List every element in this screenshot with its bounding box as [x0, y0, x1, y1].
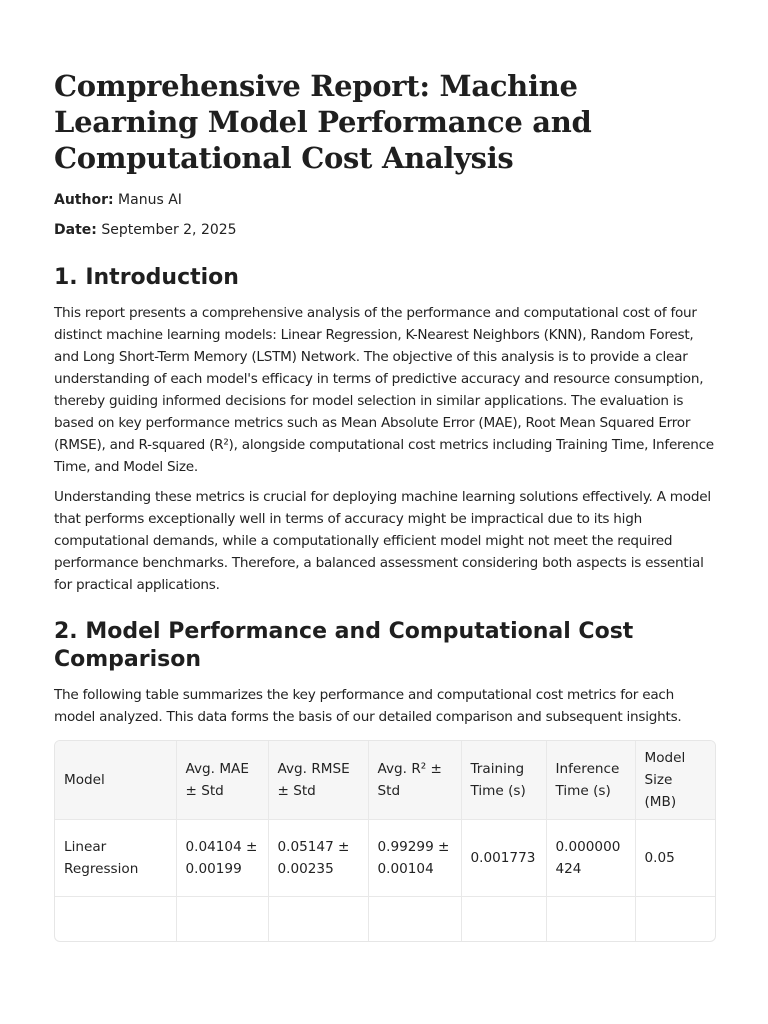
comparison-paragraph: The following table summarizes the key performance and computational cost metrics for each model analyzed. This data forms the basis of our detailed comparison and subsequent insights.: [54, 687, 682, 725]
date-label: Date:: [54, 222, 97, 238]
cell-inference-time: 0.000000424: [546, 820, 635, 897]
header-model: Model: [55, 741, 176, 820]
header-training-time: Training Time (s): [461, 741, 546, 820]
report-page: [54, 68, 716, 942]
author-name: Manus AI: [118, 192, 182, 208]
cell-model-size: 0.05: [635, 820, 715, 897]
cell-training-time: 0.001773: [461, 820, 546, 897]
introduction-heading: 1. Introduction: [54, 265, 239, 290]
metrics-table: [55, 741, 715, 942]
date-value: September 2, 2025: [101, 222, 237, 238]
metrics-table-container: [54, 740, 716, 942]
comparison-heading: 2. Model Performance and Computational Cost Comparison: [54, 619, 634, 672]
introduction-paragraph-1: This report presents a comprehensive analysis of the performance and computational cost of four distinct machine learning models: Linear Regression, K-Nearest Neighbors (KNN), Random Forest, and Long Short-Term Memory (LSTM) Network. The objective of this analysis is to provide a clear understanding of each model's efficacy in terms of predictive accuracy and resource consumption, thereby guiding informed decisions for model selection in similar applications. The evaluation is based on key performance metrics such as Mean Absolute Error (MAE), Root Mean Squared Error (RMSE), and R-squared (R²), alongside computational cost metrics including Training Time, Inference Time, and Model Size.: [54, 305, 714, 475]
cell-rmse: 0.05147 ± 0.00235: [268, 820, 368, 897]
header-model-size: Model Size (MB): [635, 741, 715, 820]
author-line: [54, 190, 716, 210]
header-avg-mae: Avg. MAE ± Std: [176, 741, 268, 820]
header-avg-rmse: Avg. RMSE ± Std: [268, 741, 368, 820]
header-inference-time: Inference Time (s): [546, 741, 635, 820]
cell-r2: 0.99299 ± 0.00104: [368, 820, 461, 897]
cell-mae: 0.04104 ± 0.00199: [176, 820, 268, 897]
introduction-paragraph-2: Understanding these metrics is crucial for deploying machine learning solutions effectively. A model that performs exceptionally well in terms of accuracy might be impractical due to its high computational demands, while a computationally efficient model might not meet the required performance benchmarks. Therefore, a balanced assessment considering both aspects is essential for practical applications.: [54, 489, 711, 593]
date-line: [54, 220, 716, 240]
table-header-row: [55, 741, 715, 820]
report-title: Comprehensive Report: Machine Learning Model Performance and Computational Cost Analysis: [54, 69, 592, 175]
author-label: Author:: [54, 192, 114, 208]
cell-model: Linear Regression: [55, 820, 176, 897]
header-avg-r2: Avg. R² ± Std: [368, 741, 461, 820]
table-row: [55, 820, 715, 897]
table-row: [55, 897, 715, 943]
